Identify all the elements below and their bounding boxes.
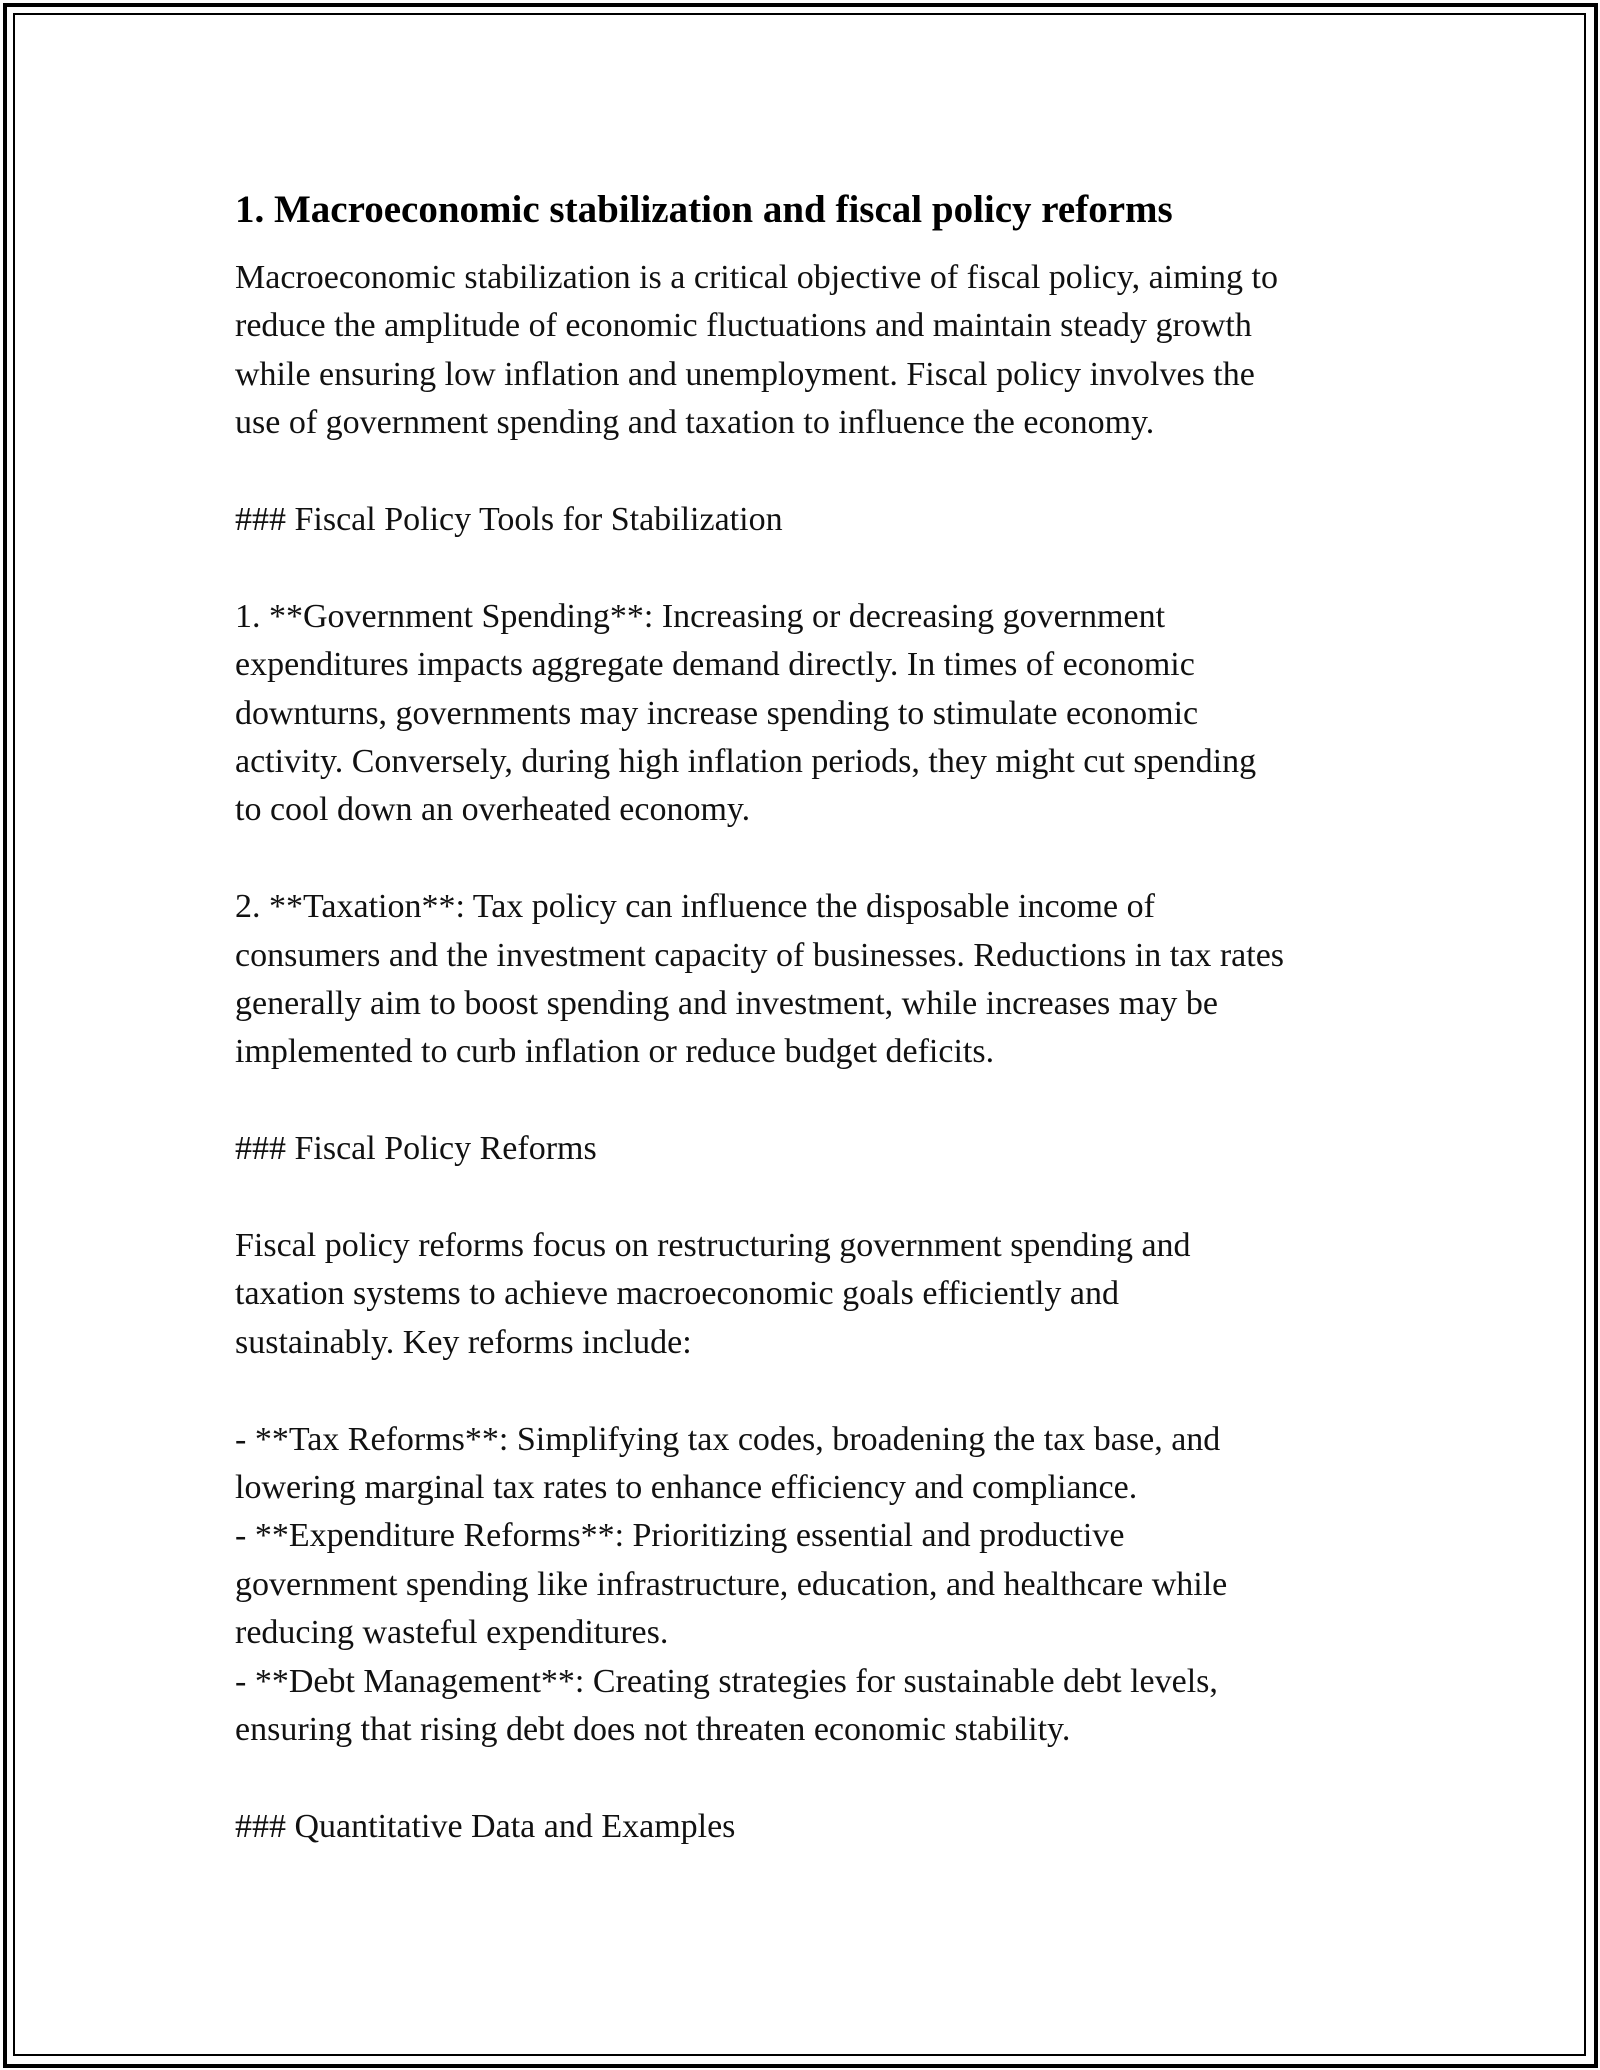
reforms-intro-paragraph: Fiscal policy reforms focus on restructuring government spending and taxation systems to achieve macroeconomic goals efficiently and sustainably. Key reforms include: <box>235 1227 1191 1361</box>
heading-fiscal-policy-tools: ### Fiscal Policy Tools for Stabilization <box>235 501 783 539</box>
reform-item-tax: - **Tax Reforms**: Simplifying tax codes, broadening the tax base, and lowering marginal tax rates to enhance efficiency and compliance. <box>235 1420 1221 1507</box>
intro-paragraph: Macroeconomic stabilization is a critical objective of fiscal policy, aiming to reduce the amplitude of economic fluctuations and maintain steady growth while ensuring low inflation and unemployment. Fiscal policy involves the use of government spending and taxation to influence the economy. <box>235 259 1278 442</box>
reform-item-debt: - **Debt Management**: Creating strategies for sustainable debt levels, ensuring that rising debt does not threaten economic stability. <box>235 1662 1218 1749</box>
heading-fiscal-policy-reforms: ### Fiscal Policy Reforms <box>235 1130 597 1168</box>
tool-taxation: 2. **Taxation**: Tax policy can influence the disposable income of consumers and the investment capacity of businesses. Reductions in tax rates generally aim to boost spending and investment, while increases may be implemented to curb inflation or reduce budget deficits. <box>235 888 1285 1071</box>
section-title: 1. Macroeconomic stabilization and fiscal policy reforms <box>235 188 1173 231</box>
heading-quantitative-data: ### Quantitative Data and Examples <box>235 1807 736 1845</box>
document-body <box>235 186 1385 1851</box>
reform-item-expenditure: - **Expenditure Reforms**: Prioritizing essential and productive government spending like infrastructure, education, and healthcare while reducing wasteful expenditures. <box>235 1517 1228 1652</box>
tool-government-spending: 1. **Government Spending**: Increasing or decreasing government expenditures impacts aggregate demand directly. In times of economic downturns, governments may increase spending to stimulate economic activity. Conversely, during high inflation periods, they might cut spending to cool down an overheated economy. <box>235 597 1257 829</box>
